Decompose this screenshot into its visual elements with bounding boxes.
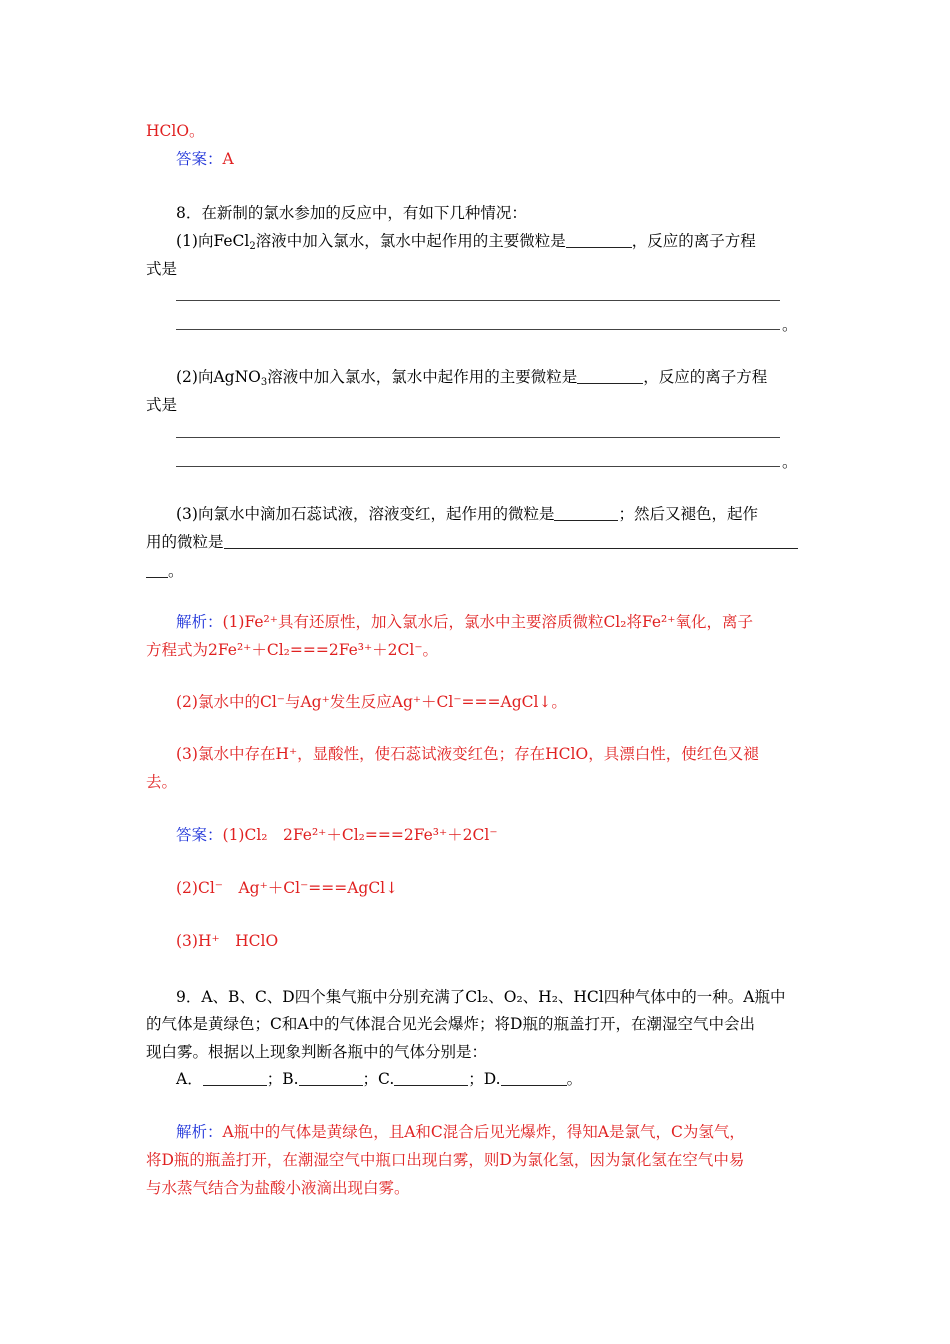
answer-blank-b[interactable] xyxy=(299,1070,363,1086)
question-8-solution-3-continuation: 去。 xyxy=(146,773,178,791)
line-end-period: 。 xyxy=(782,453,798,471)
question-8-solution-1 xyxy=(176,611,753,633)
answer-label: 答案： xyxy=(176,826,223,844)
question-9-solution-line-3: 与水蒸气结合为盐酸小液滴出现白雾。 xyxy=(146,1179,410,1197)
q8-p3-text-b: ；然后又褪色，起作 xyxy=(618,505,758,523)
q8-p2-subscript: 3 xyxy=(260,377,268,388)
question-8-part-3 xyxy=(176,503,758,525)
question-8-part-2-continuation: 式是 xyxy=(146,396,178,414)
q8-p1-text-c: ，反应的离子方程 xyxy=(631,232,756,250)
answer-blank-c[interactable] xyxy=(394,1070,468,1086)
question-9-solution-line-2: 将D瓶的瓶盖打开，在潮湿空气中瓶口出现白雾，则D为氯化氢，因为氯化氢在空气中易 xyxy=(146,1151,745,1169)
option-a-label: A． xyxy=(176,1070,203,1088)
question-8-stem: 8．在新制的氯水参加的反应中，有如下几种情况： xyxy=(176,204,527,222)
q8-p3-end-text: 。 xyxy=(168,562,184,580)
option-c-label: ；C. xyxy=(362,1070,395,1088)
question-8-solution-2: (2)氯水中的Cl⁻与Ag⁺发生反应Ag⁺＋Cl⁻===AgCl↓。 xyxy=(176,693,567,711)
answer-line[interactable] xyxy=(176,437,780,438)
question-8-part-1-continuation: 式是 xyxy=(146,260,178,278)
answer-blank[interactable] xyxy=(577,368,643,384)
answer-text: (1)Cl₂ 2Fe²⁺＋Cl₂===2Fe³⁺＋2Cl⁻ xyxy=(222,826,498,844)
solution-label: 解析： xyxy=(176,1123,223,1141)
q8-p1-subscript: 2 xyxy=(249,241,256,252)
question-8-answer-2: (2)Cl⁻ Ag⁺＋Cl⁻===AgCl↓ xyxy=(176,879,399,897)
q8-p1-text-b: 溶液中加入氯水，氯水中起作用的主要微粒是 xyxy=(255,232,566,250)
answer-line[interactable] xyxy=(176,300,780,301)
question-9-solution-line-1 xyxy=(176,1121,745,1143)
answer-blank[interactable] xyxy=(566,232,632,248)
answer-label: 答案： xyxy=(176,150,223,168)
answer-blank-d[interactable] xyxy=(501,1070,567,1086)
answer-line[interactable] xyxy=(176,329,780,330)
answer-blank[interactable] xyxy=(224,533,798,549)
question-8-answer-1 xyxy=(176,824,498,846)
q8-p2-text-c: ，反应的离子方程 xyxy=(643,368,768,386)
answer-blank-a[interactable] xyxy=(203,1070,267,1086)
answer-value: A xyxy=(222,150,234,168)
solution-text: A瓶中的气体是黄绿色，且A和C混合后见光爆炸，得知A是氯气，C为氢气， xyxy=(222,1123,745,1141)
line-end-period: 。 xyxy=(782,316,798,334)
question-8-part-2 xyxy=(176,366,767,394)
question-8-part-1 xyxy=(176,230,756,258)
answer-blank[interactable] xyxy=(146,562,168,578)
q8-p3-text-a: (3)向氯水中滴加石蕊试液，溶液变红，起作用的微粒是 xyxy=(176,505,555,523)
q8-p1-text-a: (1)向FeCl xyxy=(176,232,250,250)
question-8-part-3-end xyxy=(146,560,184,582)
question-9-options xyxy=(176,1068,582,1090)
previous-answer xyxy=(176,148,234,170)
question-8-solution-3: (3)氯水中存在H⁺，显酸性，使石蕊试液变红色；存在HClO，具漂白性，使红色又褪 xyxy=(176,745,759,763)
question-9-line-3: 现白雾。根据以上现象判断各瓶中的气体分别是： xyxy=(146,1043,488,1061)
answer-blank[interactable] xyxy=(554,505,618,521)
options-end: 。 xyxy=(566,1070,583,1088)
question-8-answer-3: (3)H⁺ HClO xyxy=(176,932,279,950)
question-8-solution-1-continuation: 方程式为2Fe²⁺＋Cl₂===2Fe³⁺＋2Cl⁻。 xyxy=(146,641,439,659)
q8-p3-text-c: 用的微粒是 xyxy=(146,533,224,551)
option-d-label: ；D. xyxy=(468,1070,501,1088)
q8-p2-text-b: 溶液中加入氯水，氯水中起作用的主要微粒是 xyxy=(267,368,578,386)
q8-p2-text-a: (2)向AgNO xyxy=(176,368,261,386)
answer-line[interactable] xyxy=(176,466,780,467)
solution-text: (1)Fe²⁺具有还原性，加入氯水后，氯水中主要溶质微粒Cl₂将Fe²⁺氧化，离子 xyxy=(222,613,753,631)
previous-answer-continuation: HClO。 xyxy=(146,122,205,140)
option-b-label: ；B. xyxy=(266,1070,299,1088)
question-9-line-1: 9．A、B、C、D四个集气瓶中分别充满了Cl₂、O₂、H₂、HCl四种气体中的一种。A瓶中 xyxy=(176,988,786,1006)
solution-label: 解析： xyxy=(176,613,223,631)
question-9-line-2: 的气体是黄绿色；C和A中的气体混合见光会爆炸；将D瓶的瓶盖打开，在潮湿空气中会出 xyxy=(146,1015,755,1033)
question-8-part-3-continuation xyxy=(146,531,798,553)
